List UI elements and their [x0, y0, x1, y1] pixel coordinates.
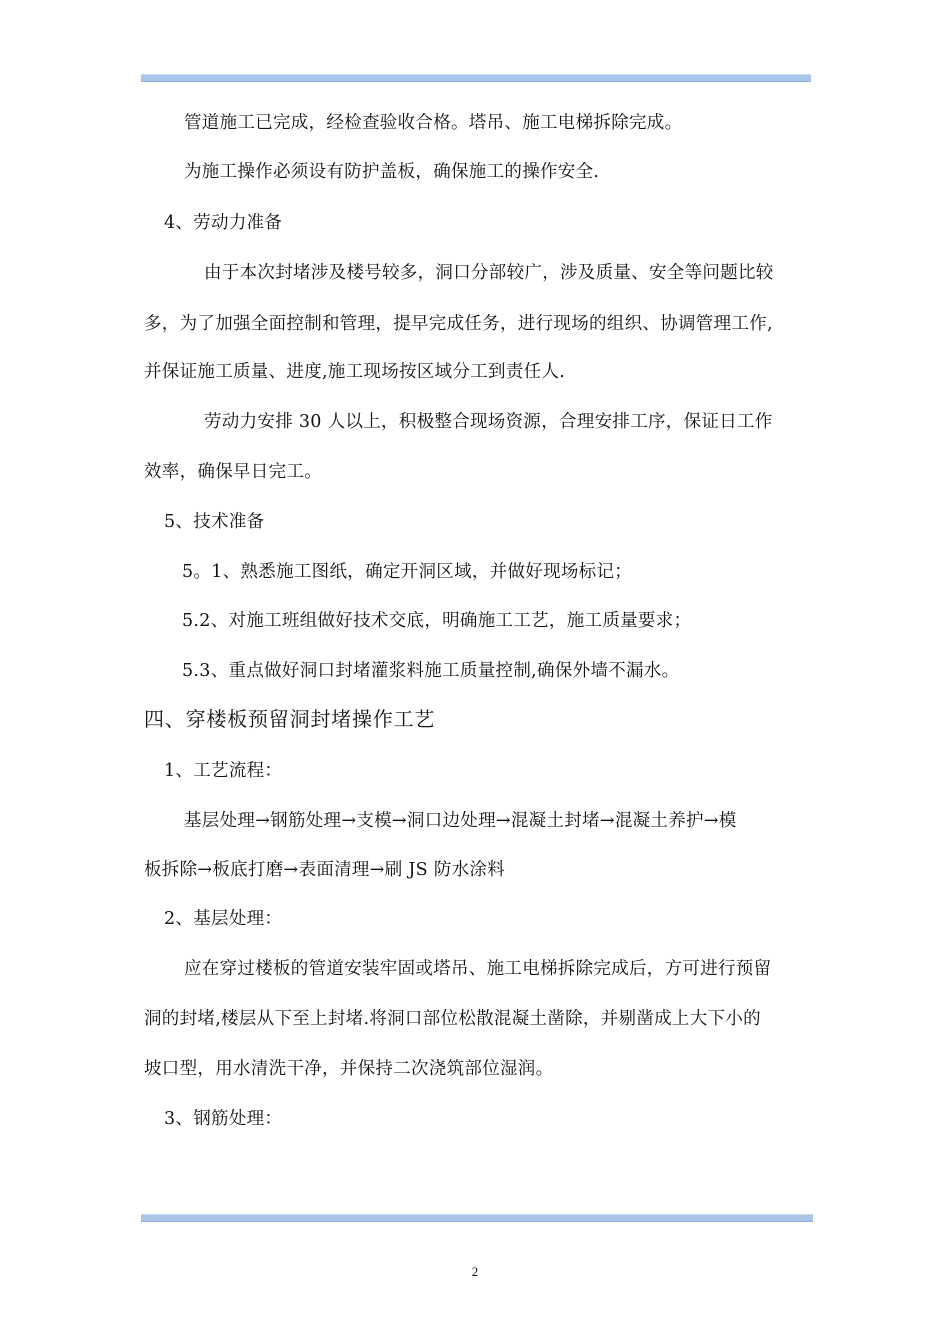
paragraph-line: 多，为了加强全面控制和管理，提早完成任务，进行现场的组织、协调管理工作, — [144, 314, 773, 334]
paragraph-line: 应在穿过楼板的管道安装牢固或塔吊、施工电梯拆除完成后，方可进行预留 — [184, 959, 772, 979]
section-heading-base: 2、基层处理： — [164, 909, 283, 929]
chapter-heading: 四、穿楼板预留洞封堵操作工艺 — [144, 707, 436, 731]
header-rule — [141, 74, 811, 82]
list-item: 5.3、重点做好洞口封堵灌浆料施工质量控制,确保外墙不漏水。 — [182, 661, 680, 681]
page-number: 2 — [471, 1264, 479, 1279]
paragraph-line: 基层处理→钢筋处理→支模→洞口边处理→混凝土封堵→混凝土养护→模 — [184, 811, 737, 831]
section-heading-process: 1、工艺流程： — [164, 761, 283, 781]
section-heading-labor: 4、劳动力准备 — [164, 213, 283, 233]
paragraph-line: 并保证施工质量、进度,施工现场按区域分工到责任人. — [144, 362, 566, 382]
paragraph-line: 为施工操作必须设有防护盖板，确保施工的操作安全. — [184, 162, 600, 182]
list-item: 5.2、对施工班组做好技术交底，明确施工工艺，施工质量要求； — [182, 611, 692, 631]
section-heading-tech: 5、技术准备 — [164, 512, 265, 532]
paragraph-line: 管道施工已完成，经检查验收合格。塔吊、施工电梯拆除完成。 — [184, 113, 683, 133]
paragraph-line: 效率，确保早日完工。 — [144, 462, 322, 482]
paragraph-line: 板拆除→板底打磨→表面清理→刷 JS 防水涂料 — [144, 860, 506, 880]
paragraph-line: 坡口型，用水清洗干净，并保持二次浇筑部位湿润。 — [144, 1059, 554, 1079]
paragraph-line: 洞的封堵,楼层从下至上封堵.将洞口部位松散混凝土凿除，并剔凿成上大下小的 — [144, 1009, 761, 1029]
paragraph-line: 劳动力安排 30 人以上，积极整合现场资源，合理安排工序，保证日工作 — [204, 412, 773, 432]
paragraph-line: 由于本次封堵涉及楼号较多，洞口分部较广，涉及质量、安全等问题比较 — [204, 263, 774, 283]
list-item: 5。1、熟悉施工图纸，确定开洞区域，并做好现场标记； — [182, 562, 633, 582]
section-heading-rebar: 3、钢筋处理： — [164, 1109, 283, 1129]
footer-rule — [141, 1214, 813, 1222]
